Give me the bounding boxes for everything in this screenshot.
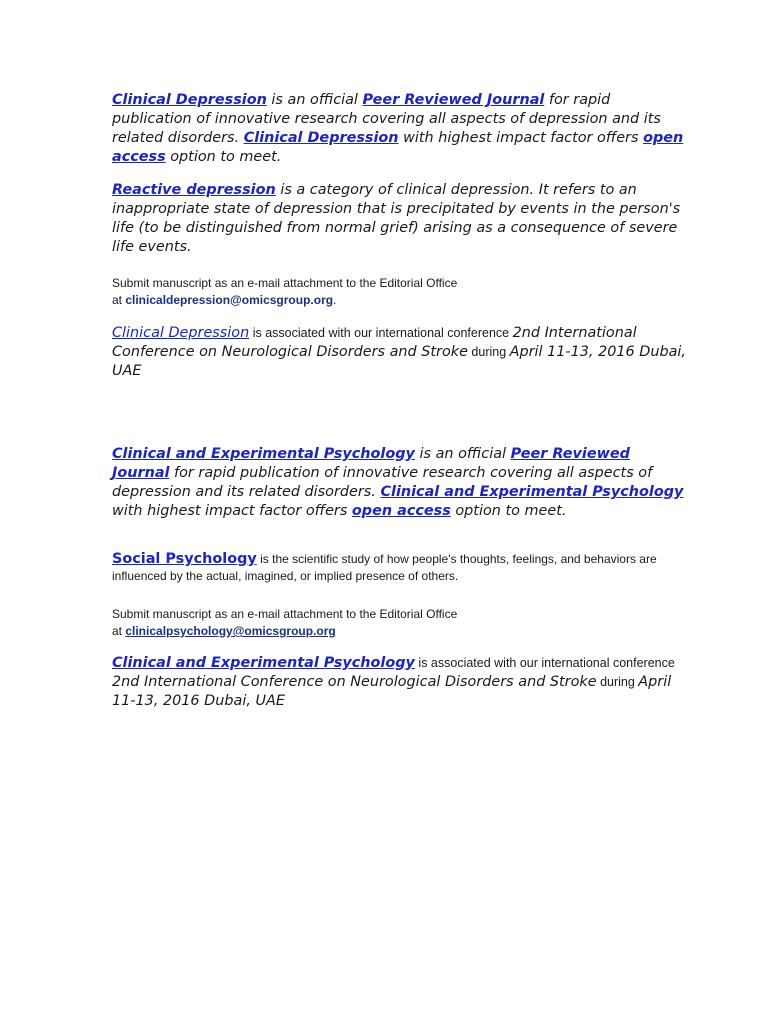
text-span: is a category of clinical depression. It refers to an inappropriate state of depression that is precipitated by events in the person's life (to be distinguished from normal grief) arising as a consequence of severe life events. xyxy=(112,182,681,255)
clinical-depression-conference-link[interactable]: Clinical Depression xyxy=(112,325,250,341)
reactive-depression-link[interactable]: Reactive depression xyxy=(112,182,276,198)
text-span: is associated with our international conference xyxy=(249,326,513,340)
clinical-depression-link-2[interactable]: Clinical Depression xyxy=(243,130,399,146)
period-text: . xyxy=(333,293,337,307)
text-span: is an official xyxy=(414,446,511,462)
conference-paragraph-1 xyxy=(112,324,687,381)
conference-paragraph-2 xyxy=(112,654,687,711)
text-span: for rapid publication of innovative research covering all aspects of depression and its related disorders. xyxy=(112,92,661,146)
social-psychology-link[interactable]: Social Psychology xyxy=(112,551,257,567)
text-span: with highest impact factor offers xyxy=(398,130,644,146)
text-span: is an official xyxy=(266,92,363,108)
clinical-depression-intro-paragraph xyxy=(112,91,687,167)
at-text: at xyxy=(112,293,126,307)
clinical-experimental-psychology-intro-paragraph xyxy=(112,445,687,521)
open-access-link-2[interactable]: open access xyxy=(351,503,451,519)
reactive-depression-paragraph xyxy=(112,181,687,257)
clinical-depression-email-link[interactable]: clinicaldepression@omicsgroup.org xyxy=(125,293,334,307)
peer-reviewed-journal-link-2[interactable]: Peer Reviewed Journal xyxy=(112,446,630,481)
submit-text: Submit manuscript as an e-mail attachment to the Editorial Office xyxy=(112,276,458,290)
text-span: is associated with our international conference xyxy=(414,656,675,670)
text-span: with highest impact factor offers xyxy=(112,503,352,519)
at-text: at xyxy=(112,624,126,638)
text-span: option to meet. xyxy=(450,503,567,519)
clinical-depression-link[interactable]: Clinical Depression xyxy=(112,92,267,108)
submit-text: Submit manuscript as an e-mail attachment to the Editorial Office xyxy=(112,607,458,621)
clinical-experimental-psychology-conference-link[interactable]: Clinical and Experimental Psychology xyxy=(112,655,415,671)
clinical-experimental-psychology-link-2[interactable]: Clinical and Experimental Psychology xyxy=(380,484,684,500)
text-span: during xyxy=(596,675,639,689)
conference-name: 2nd International Conference on Neurological Disorders and Stroke xyxy=(112,325,637,360)
clinical-psychology-email-link[interactable]: clinicalpsychology@omicsgroup.org xyxy=(125,624,336,638)
conference-name: 2nd International Conference on Neurological Disorders and Stroke xyxy=(112,674,597,690)
conference-date: April 11-13, 2016 Dubai, UAE xyxy=(112,344,686,379)
social-psychology-paragraph xyxy=(112,551,687,585)
clinical-experimental-psychology-link[interactable]: Clinical and Experimental Psychology xyxy=(112,446,415,462)
open-access-link[interactable]: open access xyxy=(112,130,684,165)
peer-reviewed-journal-link[interactable]: Peer Reviewed Journal xyxy=(362,92,545,108)
text-span: during xyxy=(467,345,510,359)
text-span: option to meet. xyxy=(165,149,282,165)
text-span: for rapid publication of innovative research covering all aspects of depression and its related disorders. xyxy=(112,465,653,500)
submit-manuscript-paragraph xyxy=(112,275,687,309)
text-span: is the scientific study of how people's thoughts, feelings, and behaviors are influenced by the actual, imagined, or implied presence of others. xyxy=(112,552,657,583)
conference-date: April 11-13, 2016 Dubai, UAE xyxy=(112,674,672,709)
submit-manuscript-paragraph-2 xyxy=(112,606,687,640)
